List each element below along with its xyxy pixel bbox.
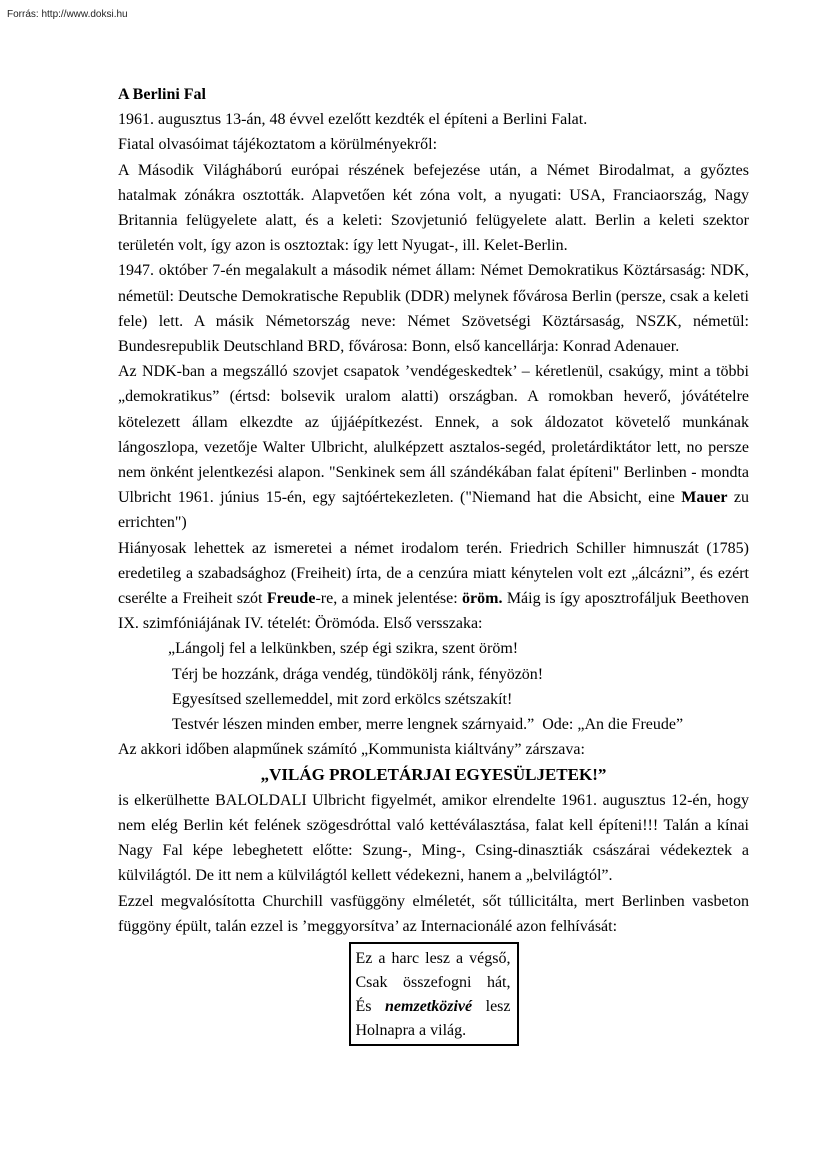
paragraph-ndk: 1947. október 7-én megalakult a második német állam: Német Demokratikus Köztársaság: NDK, németül: Deutsche Demokratische Republik (DDR) melynek fővárosa Berlin (persze, csak a keleti fele) lett. A másik Németország neve: Német Szövetségi Köztársaság, NSZK, németül: Bundesrepublik Deutschland BRD, fővárosa: Bonn, első kancellárja: Konrad Adenauer. xyxy=(118,262,749,356)
poem-stanza xyxy=(118,636,749,737)
paragraph-schiller xyxy=(118,536,749,637)
poem-line: Egyesítsed szellemeddel, mit zord erkölcs szétszakít! xyxy=(168,690,513,708)
refrain-line: Csak összefogni hát, xyxy=(355,973,511,991)
paragraph-churchill: Ezzel megvalósította Churchill vasfüggöny elméletét, sőt túllicitálta, mert Berlinben vasbeton függöny épült, talán ezzel is ’meggyorsítva’ az Internacionálé azon felhívását: xyxy=(118,892,749,935)
text-run: És xyxy=(355,997,386,1015)
poem-line: Térj be hozzánk, drága vendég, tündökölj ránk, fényözön! xyxy=(168,665,544,683)
paragraph-manifesto: Az akkori időben alapműnek számító „Kommunista kiáltvány” zárszava: xyxy=(118,741,585,759)
bold-word-mauer: Mauer xyxy=(681,489,728,507)
paragraph-ulbricht xyxy=(118,359,749,535)
text-run: Hiányosak lehettek az ismeretei a német irodalom terén. Friedrich Schiller himnuszát (1785) eredetileg a szabadsághoz (Freiheit) írta, de a cenzúra miatt kénytelen volt ezt „álcázni”, és ezért cserélte a Freiheit szót xyxy=(118,539,749,608)
bold-word-freude: Freude xyxy=(266,590,316,608)
poem-line: „Lángolj fel a lelkünkben, szép égi szikra, szent öröm! xyxy=(168,640,519,658)
slogan-heading: „VILÁG PROLETÁRJAI EGYESÜLJETEK!” xyxy=(260,765,607,785)
refrain-line xyxy=(356,995,511,1019)
refrain-box-wrapper xyxy=(118,942,749,1046)
bold-word-orom: öröm. xyxy=(462,590,503,608)
refrain-line: Ez a harc lesz a végső, xyxy=(355,949,511,967)
document-body xyxy=(118,82,749,1046)
text-run: lesz xyxy=(472,997,511,1015)
source-url: Forrás: http://www.doksi.hu xyxy=(7,9,128,20)
paragraph-intro: Fiatal olvasóimat tájékoztatom a körülményekről: xyxy=(118,136,438,154)
internationale-refrain-box xyxy=(349,942,519,1046)
paragraph-zones: A Második Világháború európai részének befejezése után, a Német Birodalmat, a győztes hatalmak zónákra osztották. Alapvetően két zóna volt, a nyugati: USA, Franciaország, Nagy Britannia felügyelete alatt, és a keleti: Szovjetunió felügyelete alatt. Berlin a keleti szektor területén volt, így azon is osztoztak: így lett Nyugat-, ill. Kelet-Berlin. xyxy=(118,161,749,255)
paragraph-wall-order: is elkerülhette BALOLDALI Ulbricht figyelmét, amikor elrendelte 1961. augusztus 12-én, hogy nem elég Berlin két felének szögesdróttal való kettéválasztása, falat kell építeni!!! Talán a kínai Nagy Fal képe lebeghetett előtte: Szung-, Ming-, Csing-dinasztiák császárai védekeztek a külvilágtól. De itt nem a külvilágtól kellett védekezni, hanem a „belvilágtól”. xyxy=(118,791,749,885)
text-run: Az NDK-ban a megszálló szovjet csapatok ’vendégeskedtek’ – kéretlenül, csakúgy, mint a többi „demokratikus” (értsd: bolsevik uralom alatti) országban. A romokban heverő, jóvátételre kötelezett állam elkezdte az újjáépítkezést. Ennek, a sok áldozatot követelő munkának lángoszlopa, vezetője Walter Ulbricht, alulképzett asztalos-segéd, proletárdiktátor lett, no persze nem önként jelentkezési alapon. "Senkinek sem áll szándékában falat építeni" Berlinben - mondta Ulbricht 1961. június 15-én, egy sajtóértekezleten. ("Niemand hat die Absicht, eine xyxy=(118,363,749,507)
text-run: -re, a minek jelentése: xyxy=(315,590,463,608)
poem-line: Testvér lészen minden ember, merre lengnek szárnyaid.” Ode: „An die Freude” xyxy=(168,716,684,734)
document-title: A Berlini Fal xyxy=(118,86,206,103)
bold-italic-word: nemzetközivé xyxy=(385,997,473,1015)
text-run: Máig is így aposztrofáljuk Beethoven IX. szimfóniájának IV. tételét: Örömóda. Első versszaka: xyxy=(118,590,749,633)
refrain-line: Holnapra a világ. xyxy=(355,1021,467,1039)
text-run: zu errichten") xyxy=(118,489,749,532)
paragraph-date: 1961. augusztus 13-án, 48 évvel ezelőtt kezdték el építeni a Berlini Falat. xyxy=(118,111,588,129)
